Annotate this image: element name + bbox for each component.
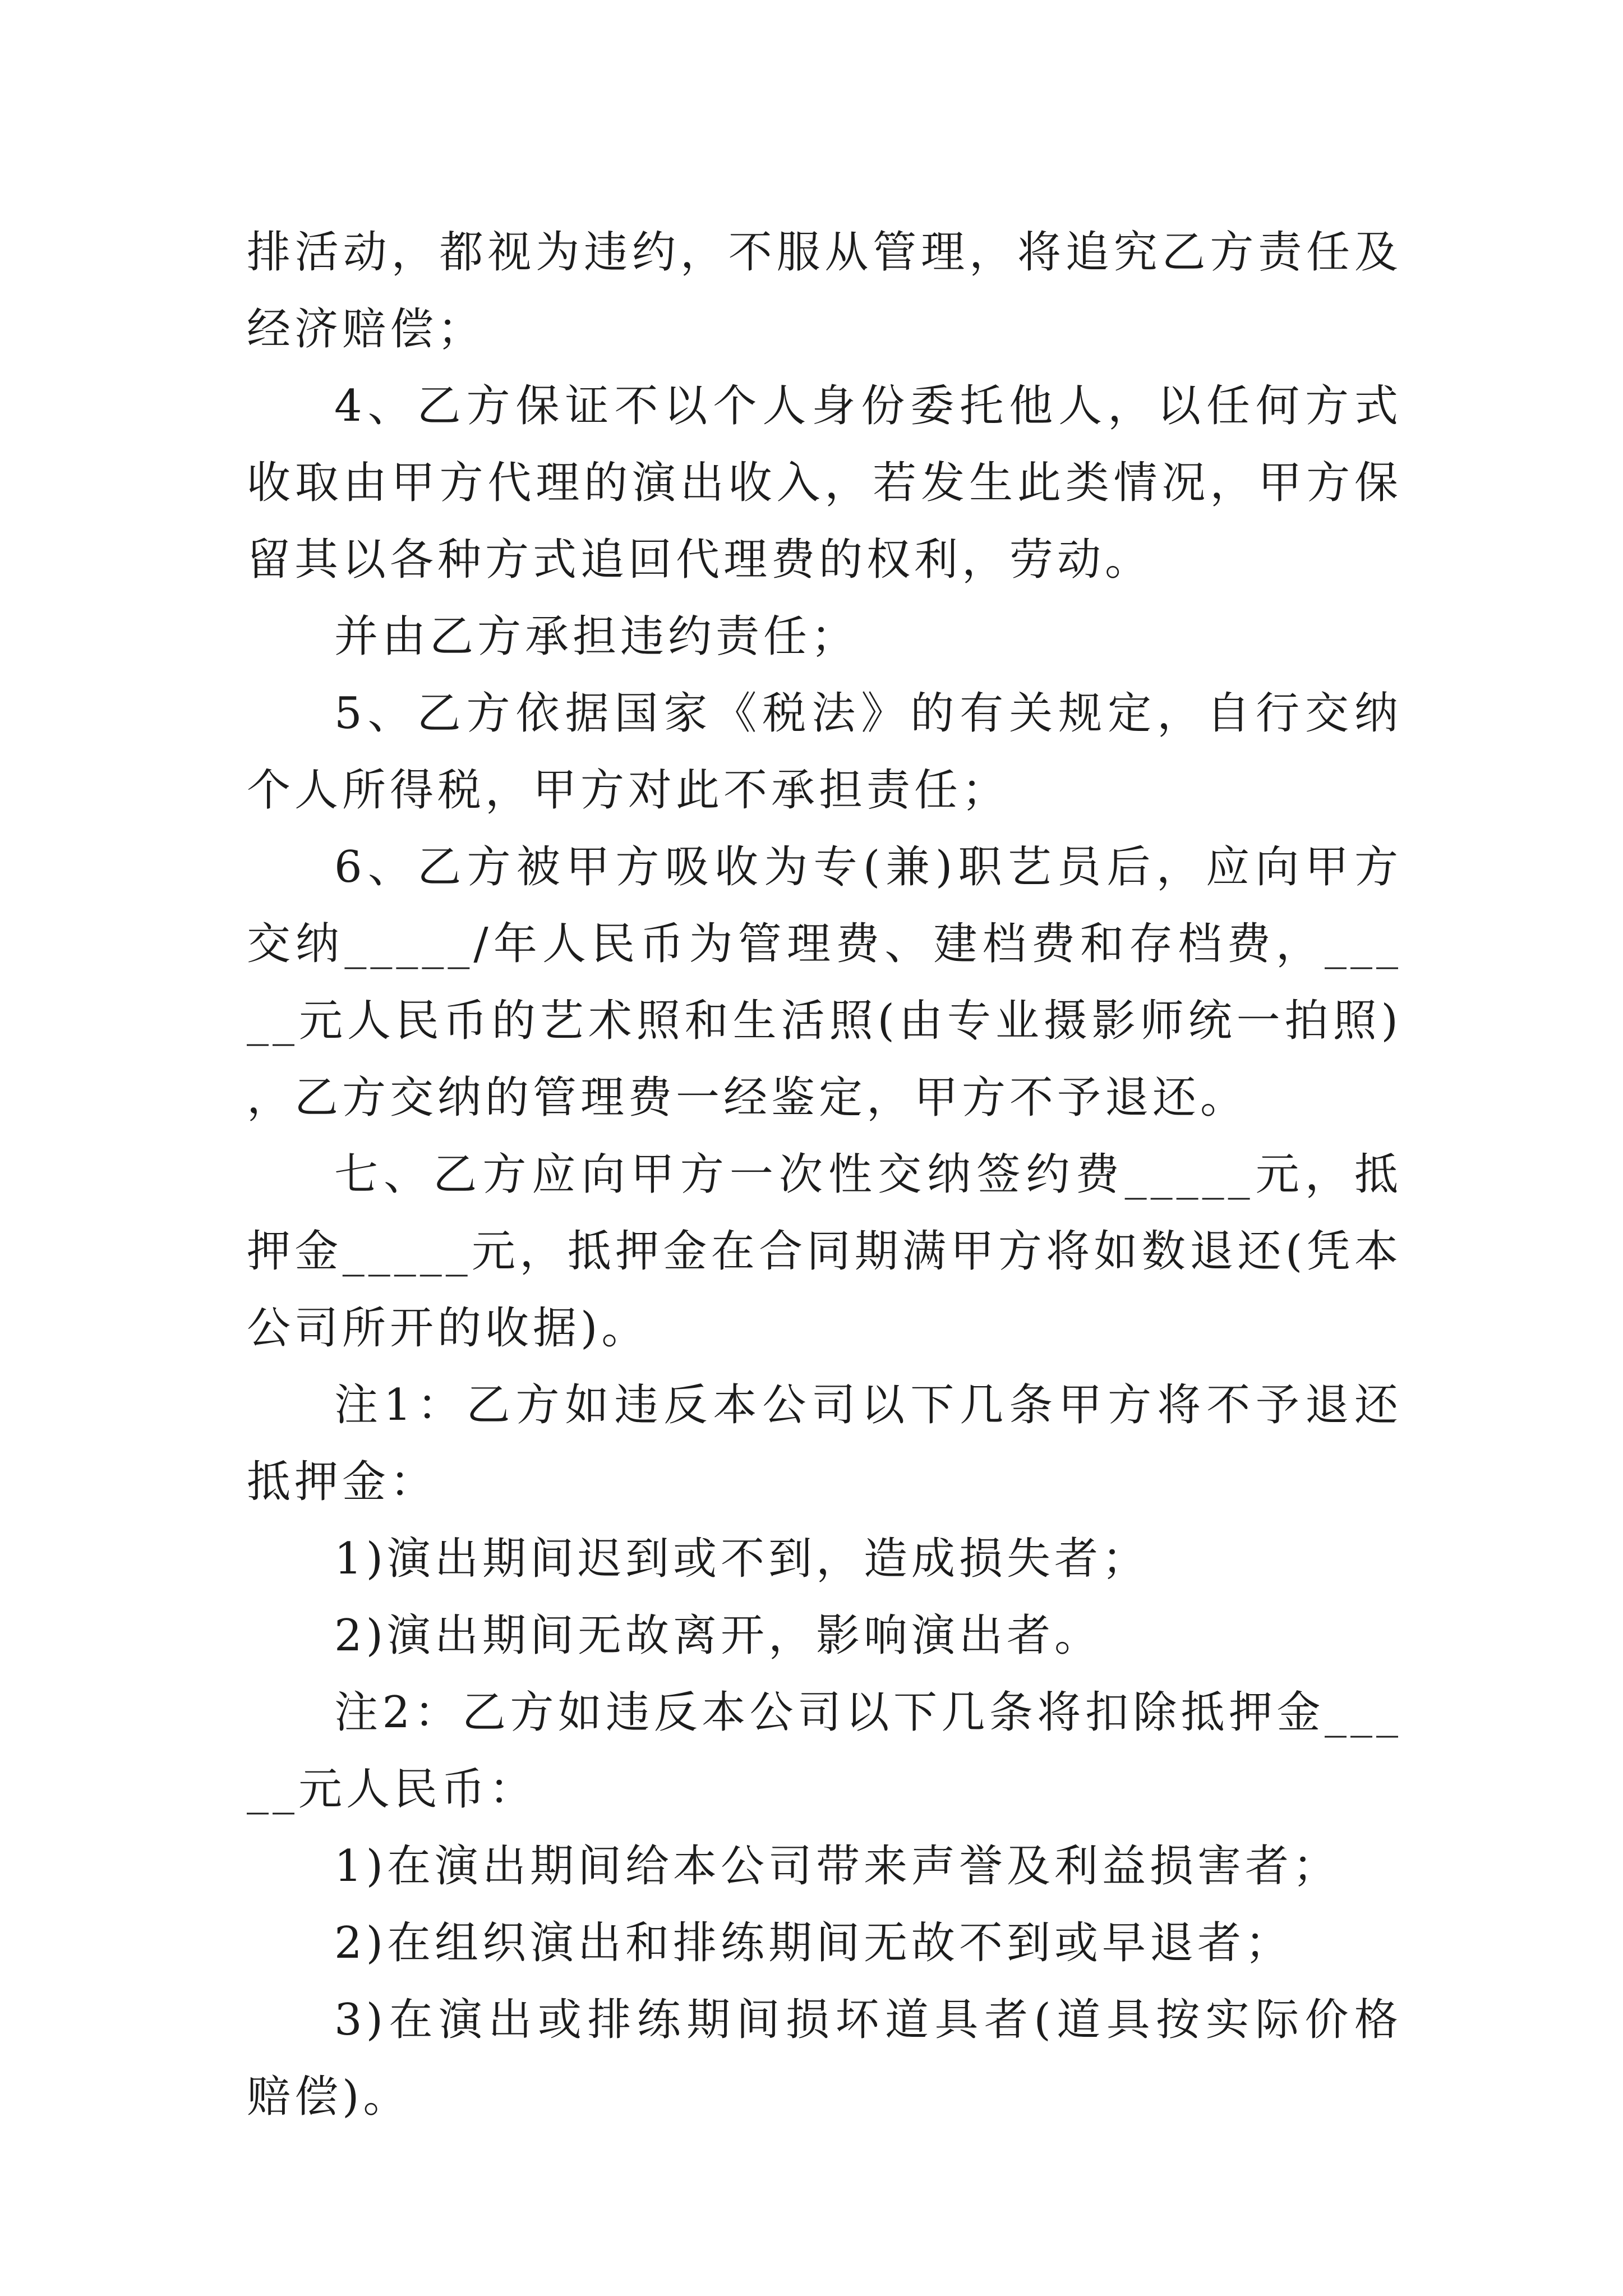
note-2-item-1: 1)在演出期间给本公司带来声誉及利益损害者； xyxy=(334,1841,1341,1892)
note-2-item-3: 3)在演出或排练期间损坏道具者(道具按实际价格赔偿)。 xyxy=(247,1995,1402,2122)
note-2-item-2: 2)在组织演出和排练期间无故不到或早退者； xyxy=(334,1918,1293,1968)
note-1-item-2: 2)演出期间无故离开，影响演出者。 xyxy=(334,1611,1103,1661)
clause-5: 5、乙方依据国家《税法》的有关规定，自行交纳个人所得税，甲方对此不承担责任； xyxy=(247,688,1402,816)
note-1: 注1：乙方如违反本公司以下几条甲方将不予退还抵押金： xyxy=(247,1380,1402,1507)
note-2: 注2：乙方如违反本公司以下几条将扣除抵押金_____元人民币： xyxy=(247,1687,1402,1815)
clause-4-continuation: 并由乙方承担违约责任； xyxy=(334,611,859,662)
contract-body xyxy=(247,214,1402,2136)
note-1-item-1: 1)演出期间迟到或不到，造成损失者； xyxy=(334,1534,1150,1584)
clause-4: 4、乙方保证不以个人身份委托他人，以任何方式收取由甲方代理的演出收入，若发生此类情况，甲方保留其以各种方式追回代理费的权利，劳动。 xyxy=(247,381,1402,585)
paragraph-continuation: 排活动，都视为违约，不服从管理，将追究乙方责任及经济赔偿； xyxy=(247,227,1402,355)
clause-6: 6、乙方被甲方吸收为专(兼)职艺员后，应向甲方交纳_____/年人民币为管理费、建档费和存档费，_____元人民币的艺术照和生活照(由专业摄影师统一拍照)，乙方交纳的管理费一经鉴定，甲方不予退还。 xyxy=(247,842,1402,1123)
clause-7: 七、乙方应向甲方一次性交纳签约费_____元，抵押金_____元，抵押金在合同期满甲方将如数退还(凭本公司所开的收据)。 xyxy=(247,1149,1402,1354)
